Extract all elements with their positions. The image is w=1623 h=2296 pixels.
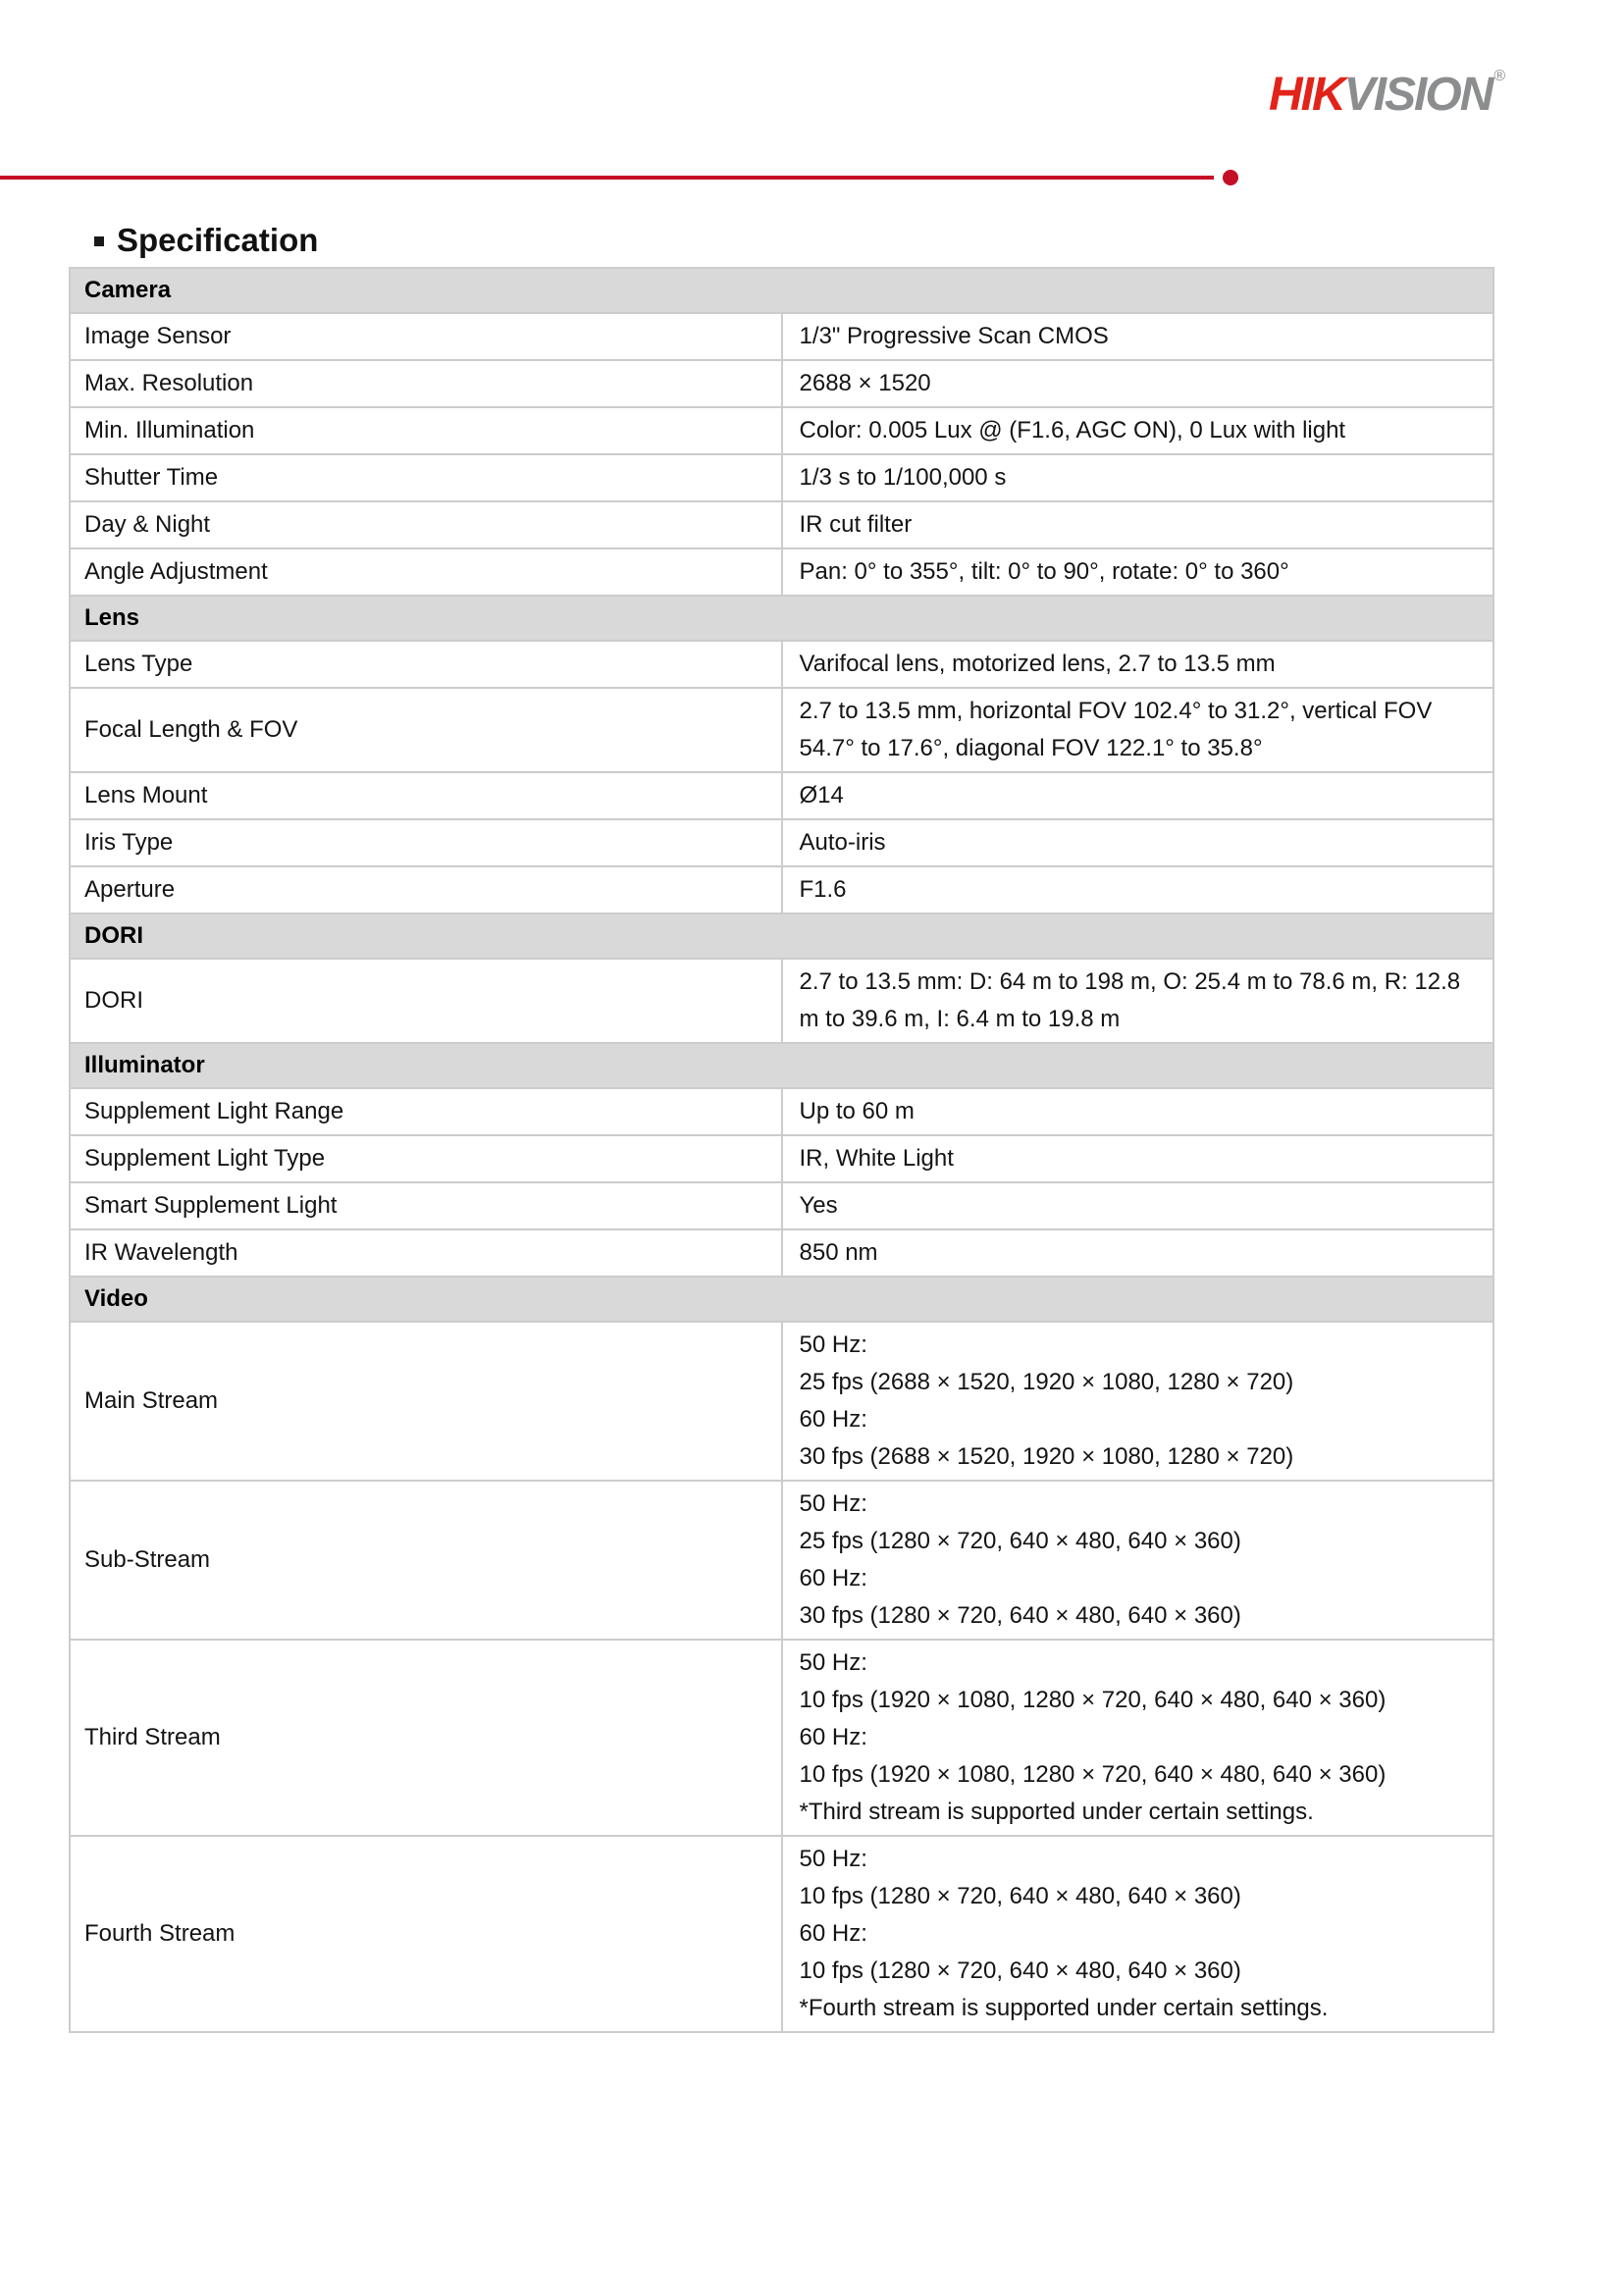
spec-value-line: Pan: 0° to 355°, tilt: 0° to 90°, rotate: 0° to 360° — [799, 558, 1289, 585]
spec-value-line: 2688 × 1520 — [799, 370, 931, 396]
spec-value — [782, 772, 1494, 819]
spec-value-line: IR cut filter — [799, 511, 913, 538]
spec-row — [70, 1182, 1493, 1229]
section-header-row — [70, 268, 1493, 313]
spec-value — [782, 548, 1494, 596]
section-header-row — [70, 913, 1493, 959]
spec-row — [70, 641, 1493, 688]
spec-row — [70, 1135, 1493, 1182]
spec-value — [782, 959, 1494, 1043]
section-header-label: Camera — [70, 268, 1493, 313]
header-rule-dot-icon — [1223, 170, 1238, 185]
square-bullet-icon — [94, 236, 104, 246]
spec-row — [70, 501, 1493, 548]
spec-label: Lens Mount — [70, 772, 782, 819]
spec-value — [782, 1481, 1494, 1640]
spec-value-line: 10 fps (1280 × 720, 640 × 480, 640 × 360) — [799, 1957, 1241, 1984]
spec-row — [70, 313, 1493, 360]
spec-row — [70, 360, 1493, 407]
spec-value-line: 50 Hz: — [799, 1649, 867, 1676]
spec-value-line: 50 Hz: — [799, 1331, 867, 1358]
spec-value-line: 60 Hz: — [799, 1565, 867, 1592]
spec-value — [782, 1640, 1494, 1836]
spec-value-line: Color: 0.005 Lux @ (F1.6, AGC ON), 0 Lux with light — [799, 417, 1346, 444]
spec-row — [70, 772, 1493, 819]
spec-label: Main Stream — [70, 1322, 782, 1481]
logo-vision-text: VISION — [1343, 69, 1492, 121]
spec-row — [70, 866, 1493, 913]
spec-label: Aperture — [70, 866, 782, 913]
spec-table — [69, 267, 1494, 2033]
spec-row — [70, 407, 1493, 454]
spec-table-body — [70, 268, 1493, 2032]
spec-value — [782, 1229, 1494, 1277]
spec-row — [70, 819, 1493, 866]
spec-value-line: Varifocal lens, motorized lens, 2.7 to 13.5 mm — [799, 651, 1276, 677]
spec-label: Shutter Time — [70, 454, 782, 501]
spec-row — [70, 548, 1493, 596]
spec-label: Fourth Stream — [70, 1836, 782, 2032]
spec-row — [70, 1322, 1493, 1481]
spec-value — [782, 866, 1494, 913]
spec-label: Third Stream — [70, 1640, 782, 1836]
spec-value-line: 50 Hz: — [799, 1490, 867, 1517]
spec-value-line: 10 fps (1280 × 720, 640 × 480, 640 × 360) — [799, 1883, 1241, 1909]
section-header-label: Lens — [70, 596, 1493, 641]
spec-value-line: Up to 60 m — [799, 1098, 915, 1124]
spec-value — [782, 360, 1494, 407]
section-header-label: Illuminator — [70, 1043, 1493, 1088]
spec-row — [70, 1640, 1493, 1836]
spec-value-line: Auto-iris — [799, 829, 886, 856]
spec-value-line: 1/3" Progressive Scan CMOS — [799, 323, 1109, 349]
spec-label: Sub-Stream — [70, 1481, 782, 1640]
spec-value-line: 60 Hz: — [799, 1724, 867, 1750]
spec-value-line: Ø14 — [799, 782, 844, 809]
spec-value — [782, 454, 1494, 501]
spec-label: Image Sensor — [70, 313, 782, 360]
spec-row — [70, 1836, 1493, 2032]
spec-value-line: IR, White Light — [799, 1145, 954, 1172]
spec-row — [70, 1088, 1493, 1135]
spec-row — [70, 959, 1493, 1043]
spec-value — [782, 1088, 1494, 1135]
spec-row — [70, 1481, 1493, 1640]
spec-value-line: 30 fps (1280 × 720, 640 × 480, 640 × 360) — [799, 1602, 1241, 1629]
spec-value — [782, 1182, 1494, 1229]
section-header-row — [70, 1043, 1493, 1088]
spec-label: Supplement Light Type — [70, 1135, 782, 1182]
spec-row — [70, 1229, 1493, 1277]
spec-value — [782, 819, 1494, 866]
spec-row — [70, 454, 1493, 501]
spec-label: Min. Illumination — [70, 407, 782, 454]
spec-value-line: Yes — [799, 1192, 838, 1219]
logo-hik-text: HIK — [1269, 69, 1344, 121]
section-header-label: Video — [70, 1277, 1493, 1322]
spec-value — [782, 1322, 1494, 1481]
spec-label: Day & Night — [70, 501, 782, 548]
section-header-label: DORI — [70, 913, 1493, 959]
spec-value-line: 60 Hz: — [799, 1406, 867, 1433]
spec-label: Supplement Light Range — [70, 1088, 782, 1135]
spec-label: Smart Supplement Light — [70, 1182, 782, 1229]
spec-value — [782, 313, 1494, 360]
spec-value — [782, 688, 1494, 772]
spec-value-line: *Fourth stream is supported under certain settings. — [799, 1995, 1329, 2021]
spec-value-line: F1.6 — [799, 876, 847, 903]
section-title-row — [94, 224, 318, 256]
spec-value-line: 1/3 s to 1/100,000 s — [799, 464, 1007, 491]
spec-value — [782, 1135, 1494, 1182]
spec-value-line: 2.7 to 13.5 mm: D: 64 m to 198 m, O: 25.4 m to 78.6 m, R: 12.8 m to 39.6 m, I: 6.4 m to 19.8 m — [799, 968, 1461, 1032]
spec-label: Iris Type — [70, 819, 782, 866]
spec-value-line: 60 Hz: — [799, 1920, 867, 1947]
spec-label: Focal Length & FOV — [70, 688, 782, 772]
spec-value — [782, 501, 1494, 548]
spec-row — [70, 688, 1493, 772]
spec-value-line: 25 fps (2688 × 1520, 1920 × 1080, 1280 × 720) — [799, 1369, 1294, 1395]
spec-value-line: 2.7 to 13.5 mm, horizontal FOV 102.4° to 31.2°, vertical FOV 54.7° to 17.6°, diagonal FOV 122.1° to 35.8° — [799, 698, 1433, 761]
header-rule — [0, 176, 1214, 180]
spec-label: Angle Adjustment — [70, 548, 782, 596]
page-title: Specification — [117, 222, 319, 258]
spec-value-line: 30 fps (2688 × 1520, 1920 × 1080, 1280 × 720) — [799, 1443, 1294, 1470]
spec-value-line: 25 fps (1280 × 720, 640 × 480, 640 × 360) — [799, 1528, 1241, 1554]
spec-value-line: 50 Hz: — [799, 1846, 867, 1872]
spec-label: IR Wavelength — [70, 1229, 782, 1277]
spec-value — [782, 1836, 1494, 2032]
spec-label: Lens Type — [70, 641, 782, 688]
spec-value-line: 850 nm — [799, 1239, 878, 1266]
hikvision-logo — [1269, 69, 1505, 119]
spec-label: DORI — [70, 959, 782, 1043]
spec-label: Max. Resolution — [70, 360, 782, 407]
spec-value — [782, 641, 1494, 688]
section-header-row — [70, 596, 1493, 641]
spec-value — [782, 407, 1494, 454]
registered-trademark-icon: ® — [1493, 68, 1506, 84]
section-header-row — [70, 1277, 1493, 1322]
spec-value-line: 10 fps (1920 × 1080, 1280 × 720, 640 × 480, 640 × 360) — [799, 1687, 1387, 1713]
spec-value-line: 10 fps (1920 × 1080, 1280 × 720, 640 × 480, 640 × 360) — [799, 1761, 1387, 1788]
spec-value-line: *Third stream is supported under certain settings. — [799, 1799, 1314, 1825]
